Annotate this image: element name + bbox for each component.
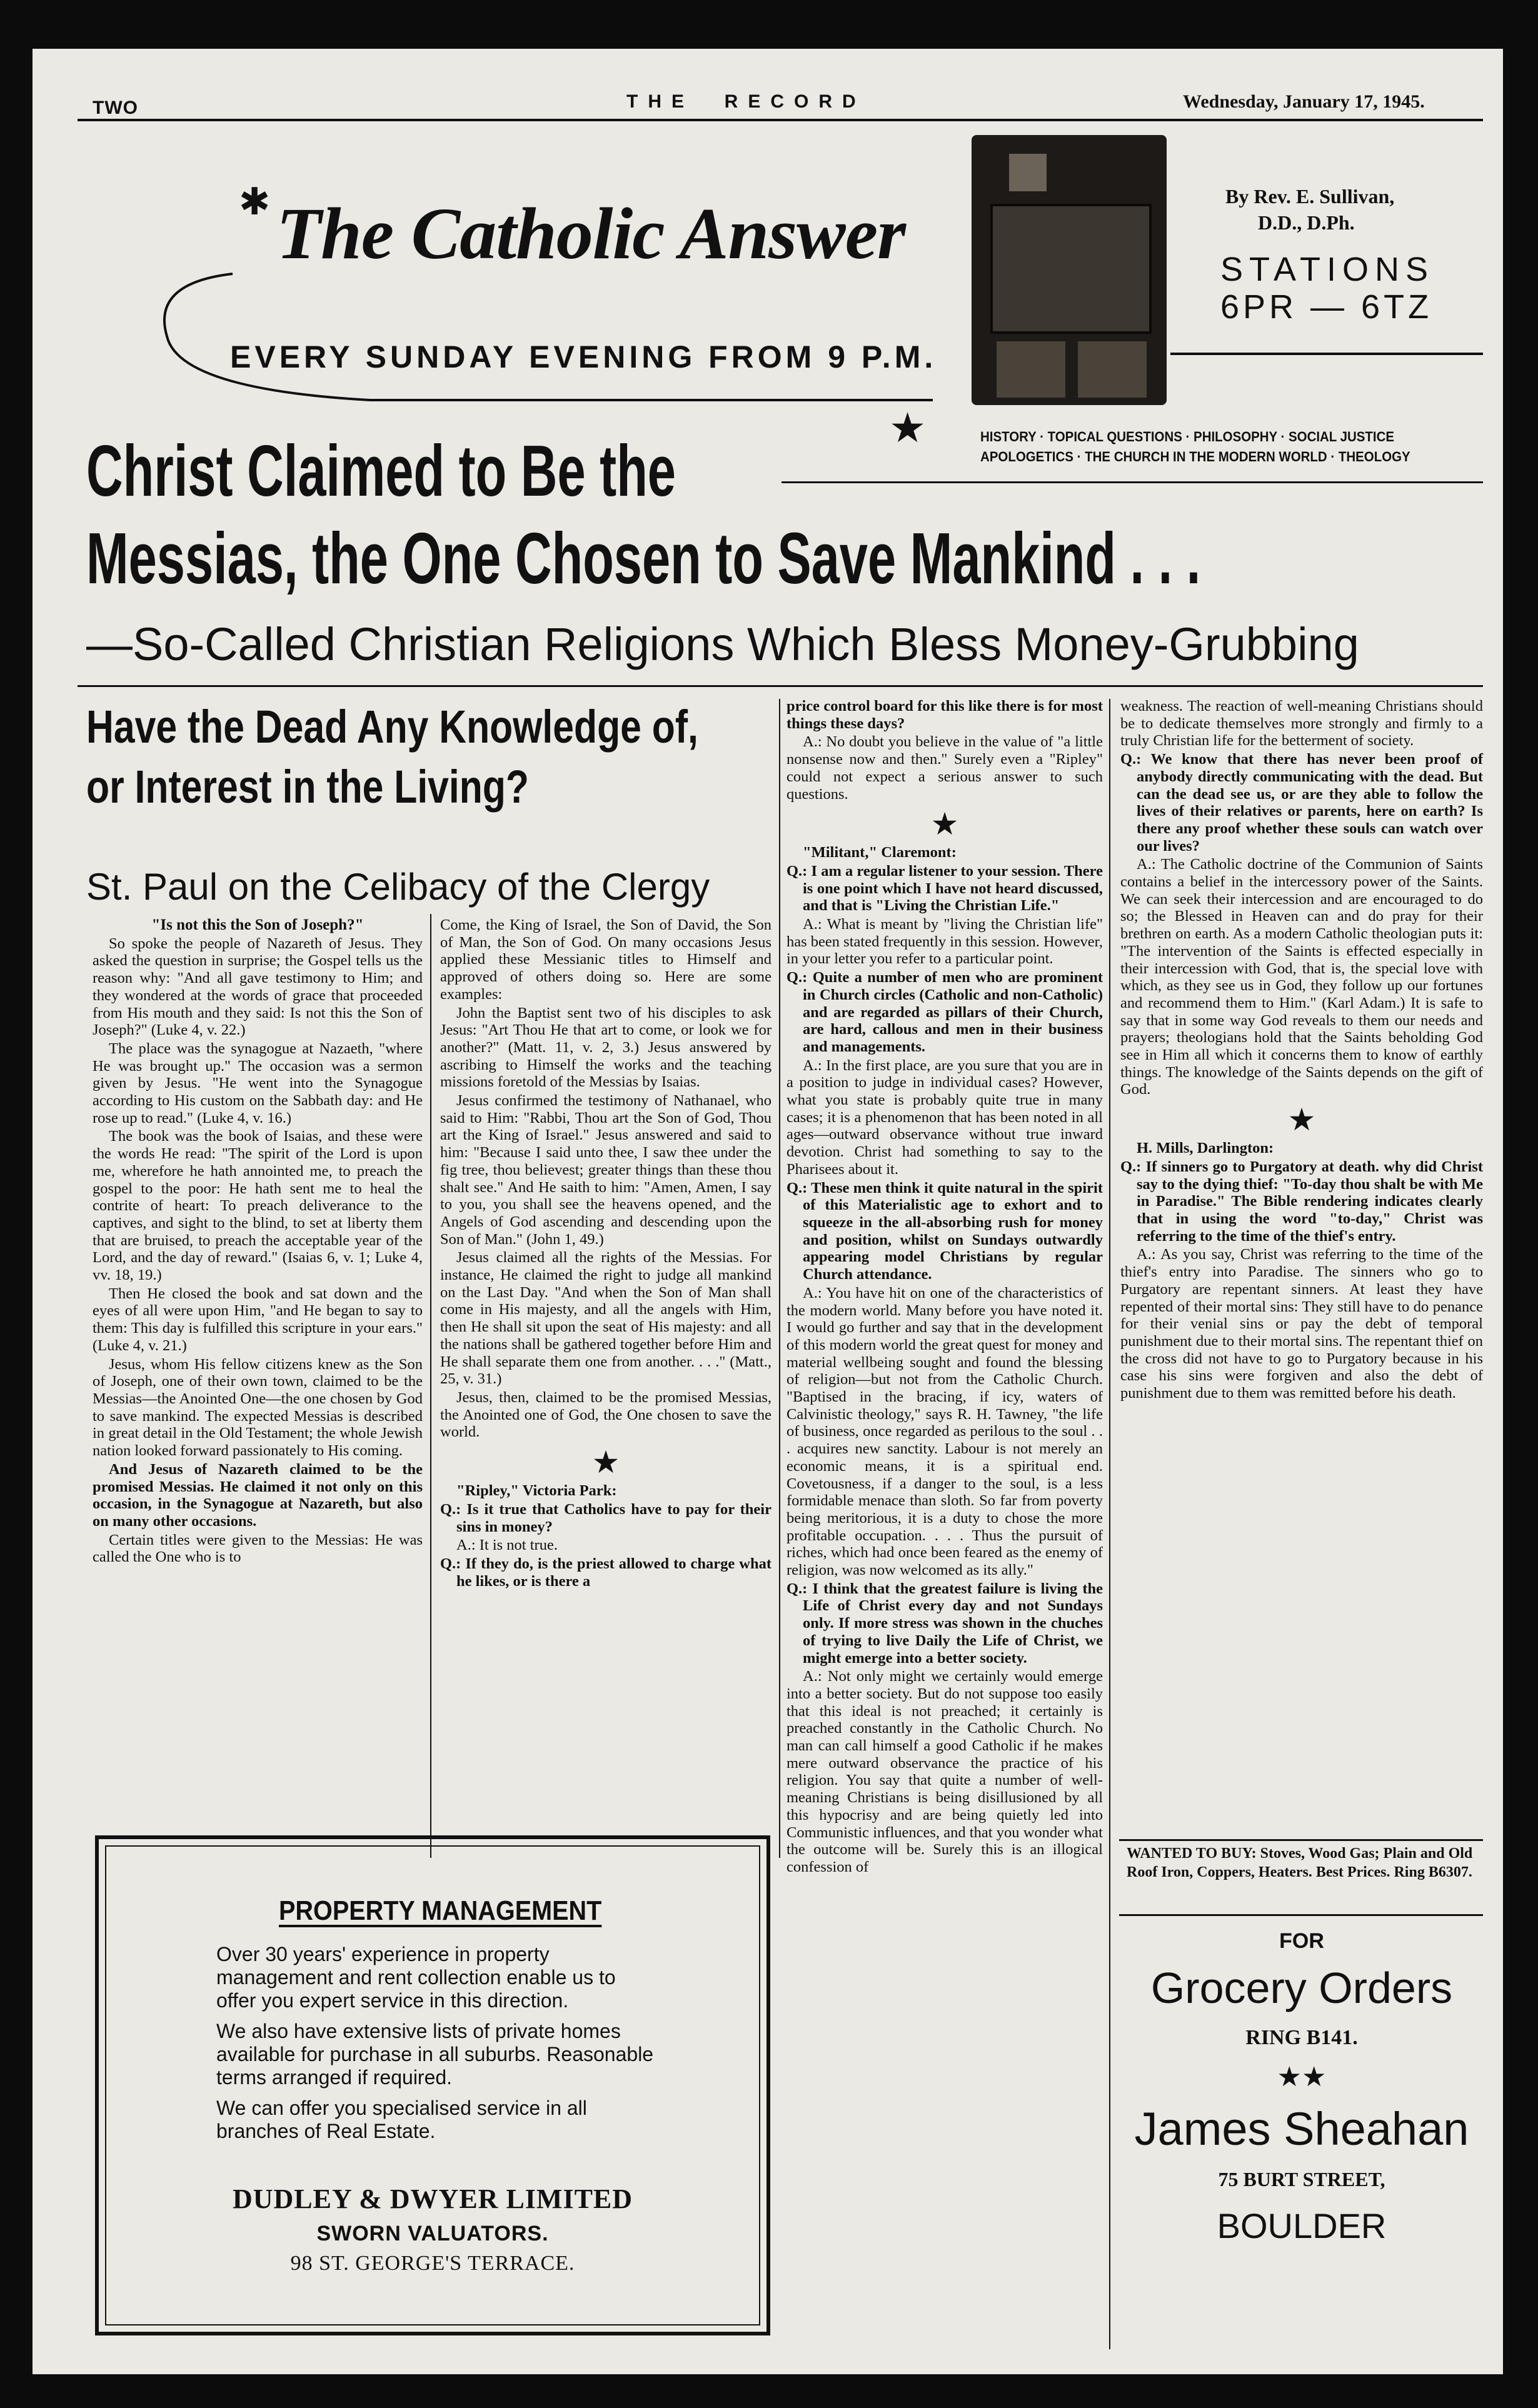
banner-swoosh	[133, 236, 945, 418]
property-ad-paragraph: Over 30 years' experience in property management and rent collection enable us to offer you expert service in this direction.	[216, 1943, 616, 2012]
questioner-name: "Militant," Claremont:	[803, 844, 957, 861]
grocery-name: James Sheahan	[1134, 2103, 1469, 2155]
topics-line-1: HISTORY · TOPICAL QUESTIONS · PHILOSOPHY · SOCIAL JUSTICE	[980, 429, 1395, 444]
column-rule-2	[779, 699, 780, 1858]
celibacy-headline: St. Paul on the Celibacy of the Clergy	[86, 866, 710, 908]
column-rule-1	[430, 914, 431, 1858]
stations-label: STATIONS	[1220, 251, 1435, 288]
banner-schedule: EVERY SUNDAY EVENING FROM 9 P.M.	[230, 339, 937, 374]
article-column-2	[440, 916, 772, 1591]
masthead-rule	[78, 119, 1483, 121]
grocery-phone: RING B141.	[1245, 2026, 1358, 2049]
paragraph: Come, the King of Israel, the Son of David, the Son of Man, the Son of God. On many occasions Jesus applied these Messianic titles to Himself and approved of others doing so. Here are some examples:	[440, 916, 772, 1003]
grocery-ad	[1114, 1925, 1489, 2254]
answer: A.: The Catholic doctrine of the Communion of Saints contains a belief in the intercessory power of the Saints. We can seek their intercession and are encouraged to do so; the Blessed in Heaven can and do pray for their brethren on earth. As a modern Catholic theologian puts it: "The intervention of the Saints is effected especially in their intercession with God, that is, the special love with which, as they see us in God, they follow up our fortunes and recommend them to Him." (Karl Adam.) It is safe to say that in some way God reveals to them our needs and prayers; theologians hold that the Saints beholding God see in Him all which it concerns them to know of earthly things. The knowledge of the Saints depends on the gift of God.	[1120, 856, 1483, 1098]
answer: A.: No doubt you believe in the value of "a little nonsense now and then." Surely even a "Ripley" could not expect a serious answer to such questions.	[787, 733, 1103, 803]
headline-line-1: Christ Claimed to Be the	[86, 430, 676, 511]
grocery-town: BOULDER	[1217, 2206, 1387, 2245]
subheadline: —So-Called Christian Religions Which Bless Money-Grubbing	[86, 618, 1359, 670]
paragraph: Jesus confirmed the testimony of Nathanael, who said to Him: "Rabbi, Thou art the Son of God, Thou art the King of Israel." Jesus answered and said to him: "Because I said unto thee, I saw thee under the fig tree, thou believest; greater things than these thou shalt see." And He saith to him: "Amen, Amen, I say to you, you shall see the heavens opened, and the Angels of God ascending and descending upon the Son of Man." (John 1, 49.)	[440, 1092, 772, 1248]
property-ad-role: SWORN VALUATORS.	[316, 2222, 549, 2245]
questioner-name: "Ripley," Victoria Park:	[456, 1482, 617, 1500]
paragraph: The place was the synagogue at Nazaeth, "where He was brought up." The occasion was a sermon given by Jesus. "He went into the Synagogue according to His custom on the Sabbath day: and He rose up to read." (Luke 4, v. 16.)	[93, 1040, 423, 1126]
property-ad-title: PROPERTY MANAGEMENT	[279, 1895, 602, 1926]
dead-headline-2: or Interest in the Living?	[86, 761, 529, 813]
property-ad-body	[216, 1943, 654, 2143]
question: Q.: I am a regular listener to your session. There is one point which I have not heard discussed, and that is "Living the Christian Life."	[787, 862, 1103, 915]
topics-star: ★	[889, 406, 927, 451]
answer: A.: Not only might we certainly would emerge into a better society. But do not suppose too easily that this ideal is not preached; it certainly is preached constantly in the Catholic Church. No man can call himself a good Catholic if he makes mere outward observance the practice of his religion. You say that quite a number of well-meaning Christians is being disillusioned by all this hypocrisy and are being quietly led into Communistic influences, and that you wonder what the outcome will be. Surely this is an illogical confession of	[787, 1668, 1103, 1875]
paragraph: So spoke the people of Nazareth of Jesus. They asked the question in surprise; the Gospel tells us the reason why: "And all gave testimony to Him; and they wondered at the words of grace that proceeded from His mouth and they said: Is not this the Son of Joseph?" (Luke 4, v. 22.)	[93, 935, 423, 1039]
question: price control board for this like there is for most things these days?	[787, 698, 1103, 732]
section-star: ★	[930, 806, 959, 842]
property-ad	[95, 1835, 770, 2335]
property-ad-paragraph: We also have extensive lists of private homes available for purchase in all suburbs. Reasonable terms arranged if required.	[216, 2020, 654, 2089]
subheadline-rule	[78, 685, 1483, 687]
column-1-heading: "Is not this the Son of Joseph?"	[151, 916, 364, 933]
answer: A.: What is meant by "living the Christian life" has been stated frequently in this session. However, in your letter you refer to a particular point.	[787, 916, 1103, 968]
wanted-ad-top-rule	[1119, 1839, 1483, 1841]
question: Q.: Quite a number of men who are prominent in Church circles (Catholic and non-Catholic) and are regarded as pillars of their Church, are hard, callous and men in their business and managements.	[787, 969, 1103, 1055]
newspaper-page	[33, 49, 1503, 2374]
question: Q.: We know that there has never been proof of anybody directly communicating with the dead. But can the dead see us, or are they able to follow the lives of their relatives or parents, here on earth? Is there any proof whether these souls can watch over our lives?	[1120, 751, 1483, 855]
grocery-for: FOR	[1279, 1929, 1324, 1953]
answer: A.: In the first place, are you sure that you are in a position to judge in individual cases? However, what you state is probably quite true in many cases; it is a phenomenon that has been noted in all ages—outward observance without true inward devotion. Christ had something to say to the Pharisees about it.	[787, 1056, 1103, 1178]
banner-star: ✱	[239, 181, 271, 223]
paragraph: Jesus claimed all the rights of the Messias. For instance, He claimed the right to judge all mankind on the Last Day. "And when the Son of Man shall come in His majesty, and all the angels with Him, then He shall sit upon the seat of His majesty: and all the nations shall be gathered together before Him and He shall separate them one from another. . . ." (Matt., 25, v. 31.)	[440, 1249, 772, 1388]
article-column-1	[93, 916, 423, 1567]
byline-degrees: D.D., D.Ph.	[1258, 211, 1355, 234]
paragraph: The book was the book of Isaias, and these were the words He read: "The spirit of the Lord is upon me, wherefore he hath annointed me, to preach the gospel to the poor: He hath sent me to heal the contrite of heart: To preach deliverance to the captives, and sight to the blind, to set at liberty them that are bruised, to preach the acceptable year of the Lord, and the day of reward." (Isaias 6, v. 1; Luke 4, vv. 18, 19.)	[93, 1128, 423, 1284]
question: Q.: I think that the greatest failure is living the Life of Christ every day and not Sundays only. If more stress was shown in the chuches of trying to live Daily the Life of Christ, we might emerge into a better society.	[787, 1580, 1103, 1667]
paragraph: Certain titles were given to the Messias: He was called the One who is to	[93, 1531, 423, 1566]
radio-cabinet-image	[972, 135, 1167, 405]
wanted-ad-bottom-rule	[1119, 1914, 1483, 1916]
byline: By Rev. E. Sullivan,	[1225, 185, 1395, 208]
answer: A.: It is not true.	[456, 1537, 558, 1554]
answer: A.: You have hit on one of the characteristics of the modern world. Many before you have noted it. I would go further and say that in the development of this modern world the great quest for money and material wellbeing sought and found the blessing of religion—but not from the Catholic Church. "Baptised in the bracing, if icy, waters of Calvinistic theology," says R. H. Tawney, "the life of business, once regarded as perilous to the soul . . . acquires new sanctity. Labour is not merely an economic means, it is a spiritual end. Covetousness, if a danger to the soul, is a less formidable menace than sloth. So far from poverty being meritorious, it is a duty to chose the more profitable occupation. . . . Thus the pursuit of riches, which had once been feared as the enemy of religion, was now welcomed as its ally."	[787, 1284, 1103, 1579]
wanted-ad: WANTED TO BUY: Stoves, Wood Gas; Plain and Old Roof Iron, Coppers, Heaters. Best Prices. Ring B6307.	[1127, 1845, 1473, 1880]
paragraph: Jesus, then, claimed to be the promised Messias, the Anointed one of God, the One chosen to save the world.	[440, 1388, 772, 1441]
property-ad-address: 98 ST. GEORGE'S TERRACE.	[290, 2252, 575, 2275]
section-star: ★	[591, 1445, 620, 1480]
banner-title: The Catholic Answer	[276, 193, 906, 274]
paper-name: THE RECORD	[626, 91, 866, 112]
paragraph: John the Baptist sent two of his disciples to ask Jesus: "Art Thou He that art to come, or look we for another?" (Matt. 11, v. 2, 3.) Jesus answered by ascribing to Himself the works and the teaching missions foretold of the Messias by Isaias.	[440, 1004, 772, 1091]
article-column-4	[1120, 698, 1483, 1403]
question: Q.: If sinners go to Purgatory at death. why did Christ say to the dying thief: "To-day thou shalt be with Me in Paradise." The Bible rendering indicates clearly that in using the word "to-day," Christ was referring to the time of the thief's entry.	[1120, 1158, 1483, 1245]
headline-rule	[782, 481, 1483, 483]
grocery-stars: ★★	[1277, 2062, 1327, 2092]
section-star: ★	[1287, 1102, 1316, 1138]
headline-line-2: Messias, the One Chosen to Save Mankind . . .	[86, 518, 1201, 599]
topics-line-2: APOLOGETICS · THE CHURCH IN THE MODERN WORLD · THEOLOGY	[980, 449, 1410, 464]
property-ad-paragraph: We can offer you specialised service in all branches of Real Estate.	[216, 2097, 587, 2142]
dead-headline-1: Have the Dead Any Knowledge of,	[86, 701, 698, 753]
stations-callsigns: 6PR — 6TZ	[1220, 288, 1433, 326]
paragraph: Jesus, whom His fellow citizens knew as the Son of Joseph, one of their own town, claimed to be the Messias—the Anointed One—the one chosen by God to save mankind. The expected Messias is described in great detail in the Old Testament; the whole Jewish nation looked forward passionately to His coming.	[93, 1355, 423, 1460]
banner-right-rule	[1170, 353, 1483, 355]
question: Q.: Is it true that Catholics have to pay for their sins in money?	[440, 1500, 772, 1535]
paragraph: Then He closed the book and sat down and the eyes of all were upon Him, "and He began to say to them: This day is fulfilled this scripture in your ears." (Luke 4, v. 21.)	[93, 1285, 423, 1354]
column-rule-3	[1109, 699, 1110, 2349]
property-ad-firm: DUDLEY & DWYER LIMITED	[232, 2184, 633, 2214]
article-column-3	[787, 698, 1103, 1877]
question: Q.: If they do, is the priest allowed to charge what he likes, or is there a	[440, 1555, 772, 1590]
questioner-name: H. Mills, Darlington:	[1137, 1140, 1274, 1157]
paragraph: And Jesus of Nazareth claimed to be the promised Messias. He claimed it not only on this occasion, in the Synagogue at Nazareth, but also on many other occasions.	[93, 1460, 423, 1530]
grocery-address: 75 BURT STREET,	[1218, 2168, 1385, 2190]
question: Q.: These men think it quite natural in the spirit of this Materialistic age to exhort and to squeeze in the all-absorbing rush for money and position, whilst on Sundays outwardly appearing model Christians by regular Church attendance.	[787, 1179, 1103, 1283]
paragraph: weakness. The reaction of well-meaning Christians should be to dedicate themselves more strongly and firmly to a truly Christian life for the betterment of society.	[1120, 698, 1483, 750]
page-number: TWO	[93, 98, 138, 118]
issue-date: Wednesday, January 17, 1945.	[1183, 91, 1425, 112]
answer: A.: As you say, Christ was referring to the time of the thief's entry into Paradise. The sinners who go to Purgatory are repentant sinners. At least they have repented of their mortal sins: They still have to do penance for their venial sins or pay the debt of temporal punishment due to their mortal sins. The repentant thief on the cross did not have to go to Purgatory because in his case his sins were forgiven and also the debt of punishment due to them was remitted before his death.	[1120, 1246, 1483, 1402]
grocery-title: Grocery Orders	[1150, 1964, 1453, 2012]
